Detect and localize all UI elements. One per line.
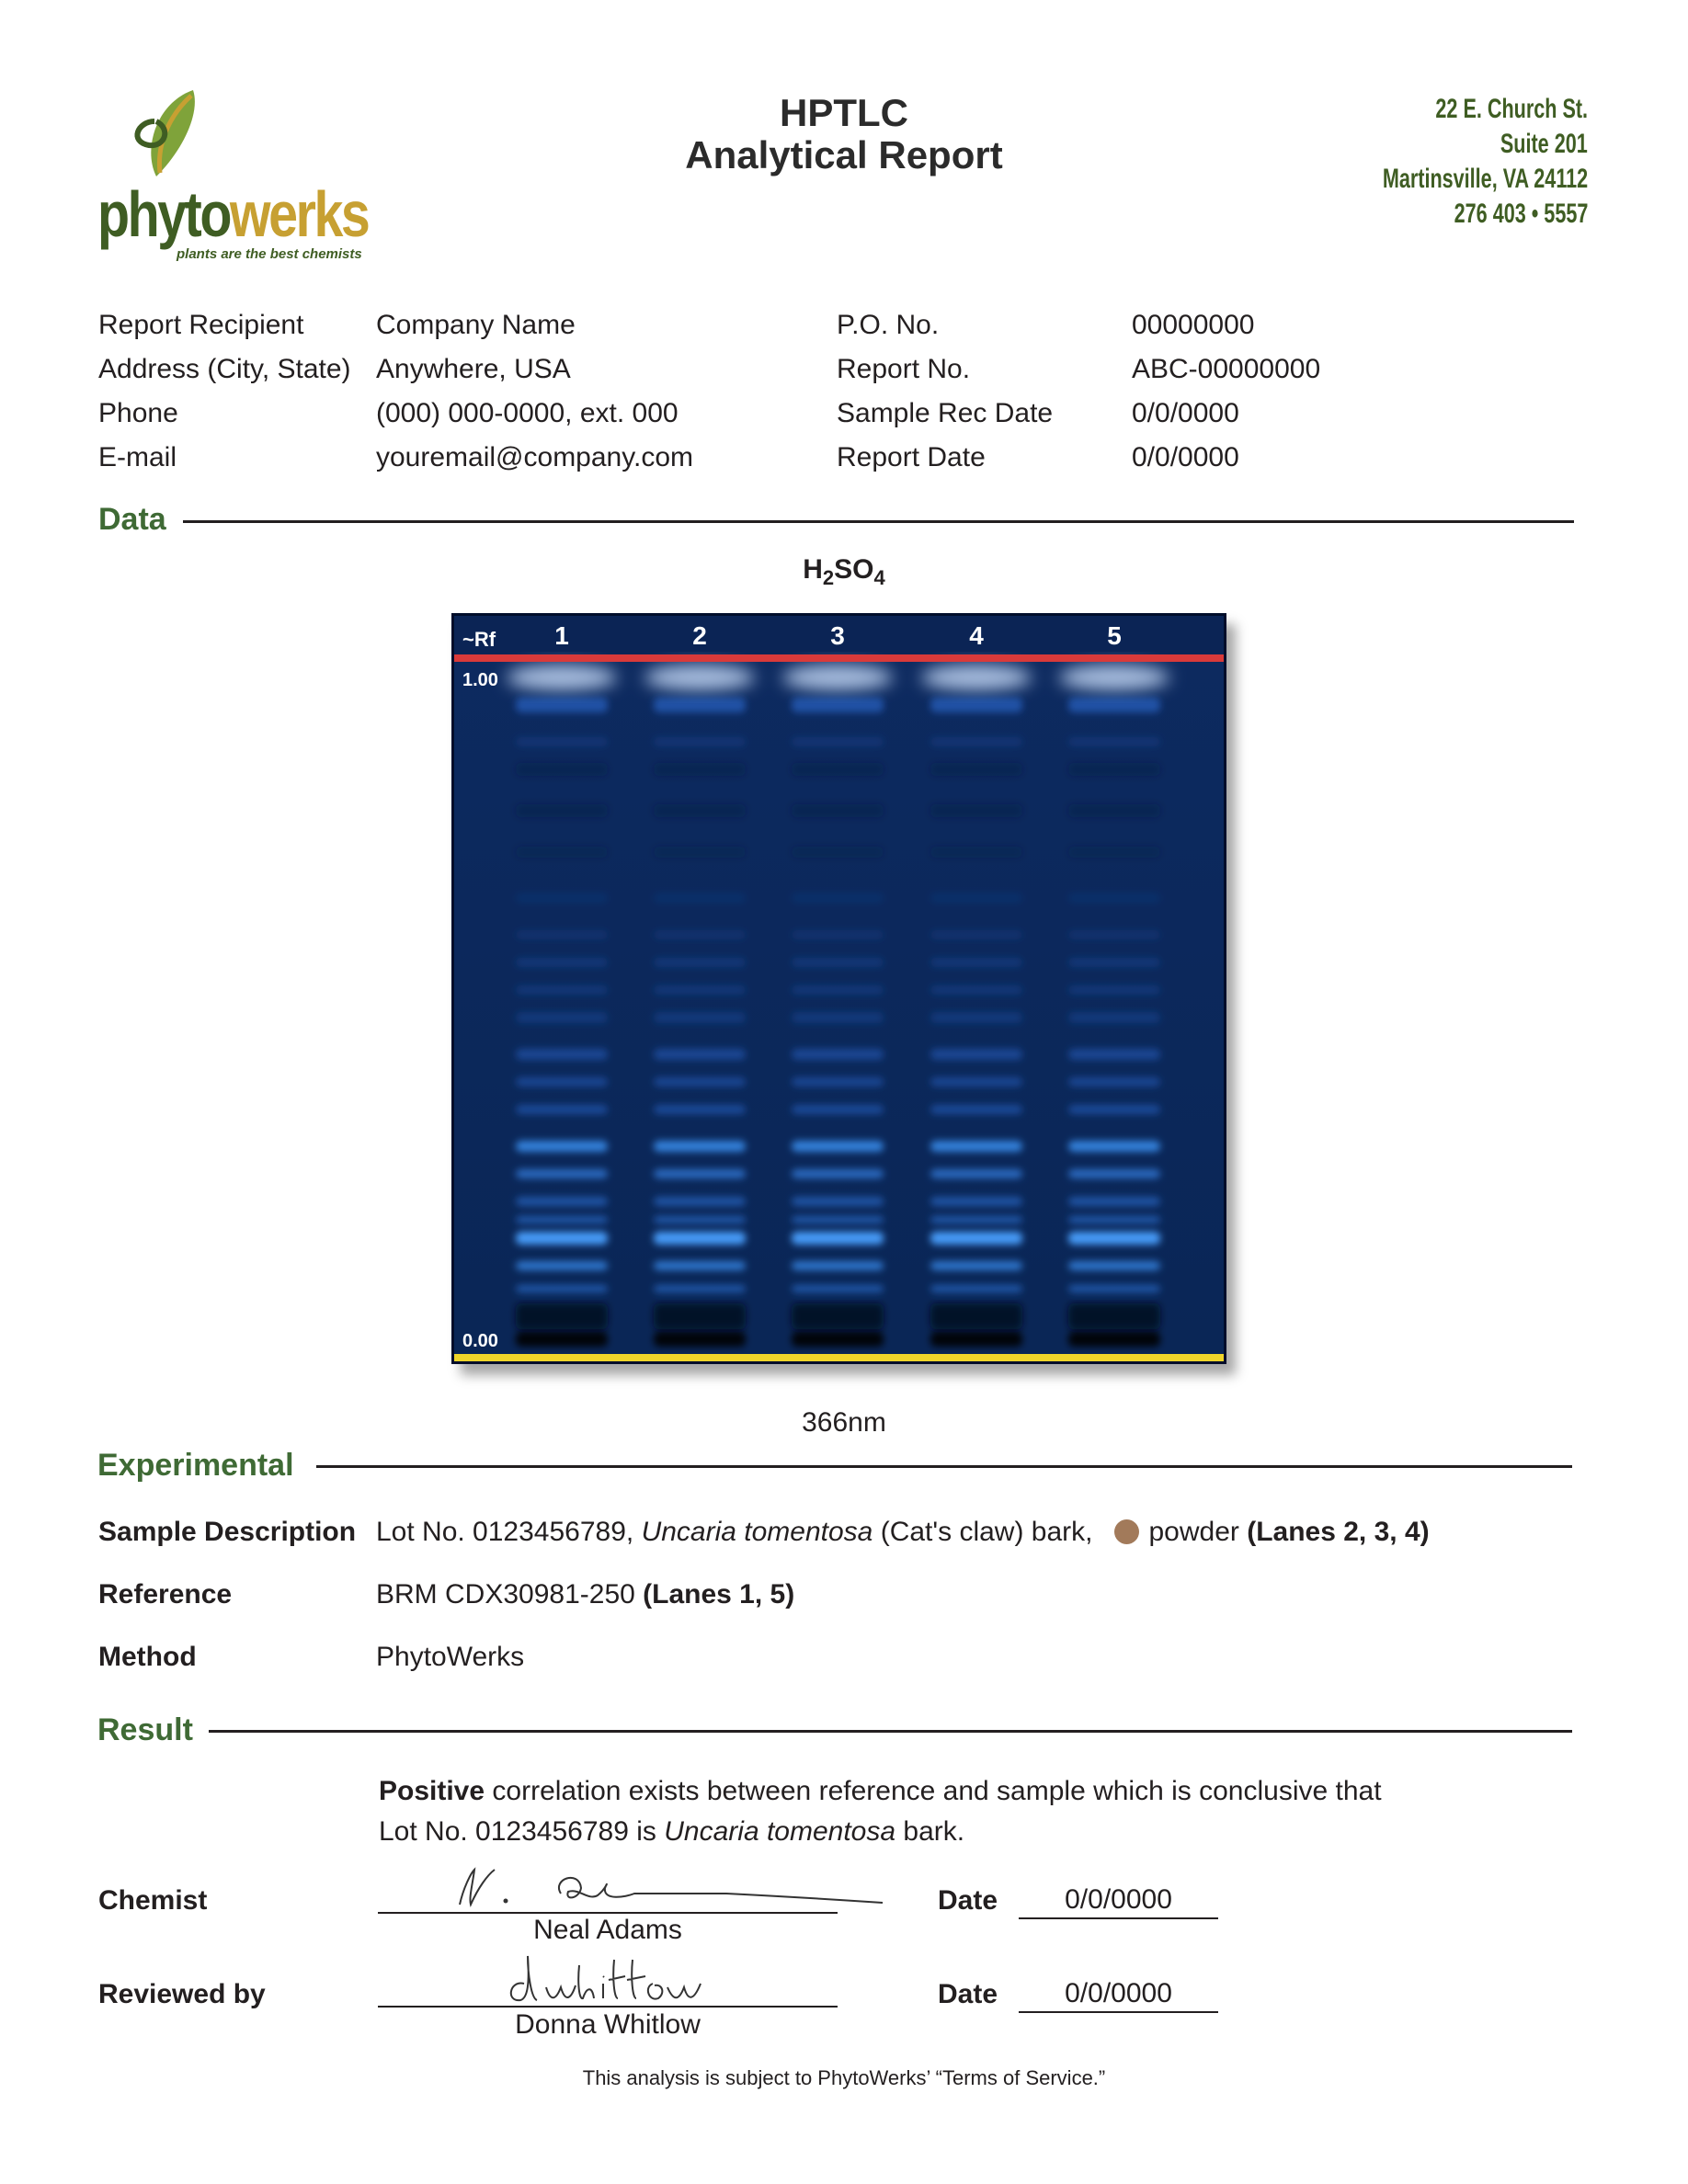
lane-band: [1068, 1141, 1160, 1152]
reference-value: BRM CDX30981-250 (Lanes 1, 5): [376, 1579, 795, 1610]
lane-band: [930, 1261, 1022, 1270]
lane-band: [654, 1141, 746, 1152]
lane-band: [654, 985, 746, 995]
logo-tagline: plants are the best chemists: [177, 246, 362, 262]
lane-band: [930, 1332, 1022, 1347]
lane-band: [654, 804, 746, 817]
lane-band: [516, 847, 608, 858]
section-title-result: Result: [97, 1712, 193, 1747]
lane-band: [1068, 1261, 1160, 1270]
lane-band: [1068, 1303, 1160, 1329]
info-value: 0/0/0000: [1132, 398, 1239, 428]
front-glow-spot: [507, 665, 617, 690]
lane-number: 3: [830, 621, 845, 650]
report-title: HPTLC: [780, 91, 908, 134]
lane-band: [516, 1303, 608, 1329]
lane-band: [1068, 1216, 1160, 1223]
lane-band: [1068, 1105, 1160, 1114]
chemist-date: 0/0/0000: [1019, 1883, 1218, 1919]
wavelength-caption: 366nm: [802, 1407, 886, 1438]
lane-band: [930, 1169, 1022, 1178]
lane-band: [1068, 930, 1160, 939]
lane-band: [930, 893, 1022, 903]
info-label: Report Date: [837, 442, 986, 472]
section-divider: [209, 1730, 1572, 1733]
lane-band: [792, 1232, 884, 1245]
lane-band: [654, 1105, 746, 1114]
lane-band: [516, 1049, 608, 1060]
lane-band: [792, 1285, 884, 1292]
info-value: ABC-00000000: [1132, 354, 1321, 384]
lane-band: [654, 1049, 746, 1060]
lane-band: [516, 930, 608, 939]
lane-band: [930, 1105, 1022, 1114]
logo-leaf-icon: [92, 85, 221, 186]
chemist-signature-line: [378, 1912, 838, 1914]
lane-band: [654, 763, 746, 776]
lane-band: [792, 893, 884, 903]
lane-band: [792, 804, 884, 817]
lane-band: [1068, 1285, 1160, 1292]
solvent-front-line: [454, 654, 1224, 662]
reviewer-label: Reviewed by: [98, 1979, 266, 2009]
info-label: E-mail: [98, 442, 177, 472]
rf-bottom-label: 0.00: [462, 1331, 498, 1351]
lane-band: [792, 698, 884, 712]
info-value: Company Name: [376, 310, 576, 340]
lane-band: [516, 1012, 608, 1023]
front-glow-spot: [1059, 665, 1169, 690]
section-title-data: Data: [98, 502, 166, 537]
lane-band: [654, 930, 746, 939]
lane-number: 4: [969, 621, 984, 650]
reviewer-name: Donna Whitlow: [515, 2009, 701, 2040]
info-label: Report Recipient: [98, 310, 304, 340]
address-suite: Suite 201: [1500, 129, 1588, 159]
info-value: Anywhere, USA: [376, 354, 571, 384]
lane-band: [792, 1049, 884, 1060]
lane-band: [930, 1049, 1022, 1060]
color-swatch-icon: [1114, 1519, 1139, 1544]
lane-band: [930, 958, 1022, 967]
lane-band: [654, 698, 746, 712]
lane-band: [1068, 958, 1160, 967]
lane-band: [930, 985, 1022, 995]
lane-band: [792, 1105, 884, 1114]
lane-band: [1068, 1332, 1160, 1347]
address-phone: 276 403 • 5557: [1454, 199, 1588, 229]
lane-band: [792, 1303, 884, 1329]
chemist-name: Neal Adams: [533, 1915, 682, 1945]
lane-band: [654, 1169, 746, 1178]
reviewer-signature: [496, 1947, 736, 2009]
lane-band: [930, 1285, 1022, 1292]
lane-band: [1068, 1169, 1160, 1178]
lane-band: [654, 958, 746, 967]
lane-band: [792, 847, 884, 858]
lane-band: [1068, 804, 1160, 817]
lane-band: [792, 1332, 884, 1347]
method-value: PhytoWerks: [376, 1642, 525, 1672]
lane-band: [1068, 893, 1160, 903]
lane-band: [516, 1332, 608, 1347]
lane-band: [930, 930, 1022, 939]
lane-number: 5: [1107, 621, 1122, 650]
lane-band: [516, 1232, 608, 1245]
section-divider: [316, 1465, 1572, 1468]
info-value: 0/0/0000: [1132, 442, 1239, 472]
lane-band: [516, 698, 608, 712]
lane-band: [516, 804, 608, 817]
address-street: 22 E. Church St.: [1435, 94, 1588, 124]
info-label: Sample Rec Date: [837, 398, 1054, 428]
lane-band: [516, 1197, 608, 1206]
lane-band: [930, 804, 1022, 817]
lane-band: [792, 1077, 884, 1086]
lane-band: [930, 1077, 1022, 1086]
lane-band: [516, 763, 608, 776]
lane-band: [516, 1285, 608, 1292]
lane-band: [930, 1216, 1022, 1223]
reviewer-date: 0/0/0000: [1019, 1976, 1218, 2013]
chemist-label: Chemist: [98, 1885, 208, 1916]
chemist-date-label: Date: [938, 1885, 998, 1916]
lane-band: [654, 1303, 746, 1329]
lane-band: [930, 1303, 1022, 1329]
lane-band: [654, 1012, 746, 1023]
lane-band: [792, 1141, 884, 1152]
lane-band: [1068, 1012, 1160, 1023]
lane-band: [792, 737, 884, 746]
front-glow-spot: [644, 665, 755, 690]
method-label: Method: [98, 1642, 197, 1672]
reviewer-signature-line: [378, 2006, 838, 2008]
lane-band: [516, 1216, 608, 1223]
lane-band: [930, 698, 1022, 712]
lane-band: [516, 1261, 608, 1270]
lane-band: [516, 1169, 608, 1178]
hptlc-plate-image: [451, 613, 1226, 1364]
lane-band: [1068, 763, 1160, 776]
info-value: 00000000: [1132, 310, 1255, 340]
reagent-label: $H_2SO_4$: [803, 554, 885, 589]
rf-top-label: 1.00: [462, 670, 498, 690]
sample-description-value: Lot No. 0123456789, Uncaria tomentosa (Cat's claw) bark, powder (Lanes 2, 3, 4): [376, 1517, 1430, 1547]
lane-band: [930, 763, 1022, 776]
reference-label: Reference: [98, 1579, 233, 1610]
lane-band: [792, 930, 884, 939]
lane-band: [792, 958, 884, 967]
info-value: (000) 000-0000, ext. 000: [376, 398, 679, 428]
lane-band: [792, 1197, 884, 1206]
rf-label: ~Rf: [462, 628, 496, 651]
lane-band: [1068, 1197, 1160, 1206]
lane-band: [516, 893, 608, 903]
lane-band: [930, 1012, 1022, 1023]
lane-band: [516, 1105, 608, 1114]
lane-band: [654, 1332, 746, 1347]
lane-band: [1068, 1049, 1160, 1060]
lane-band: [654, 737, 746, 746]
lane-band: [930, 1197, 1022, 1206]
lane-band: [1068, 1232, 1160, 1245]
info-label: Phone: [98, 398, 178, 428]
lane-band: [654, 1261, 746, 1270]
lane-band: [930, 847, 1022, 858]
report-subtitle: Analytical Report: [685, 133, 1003, 176]
reviewer-date-label: Date: [938, 1979, 998, 2009]
lane-band: [516, 985, 608, 995]
company-logo: phytowerks: [97, 178, 369, 250]
address-city: Martinsville, VA 24112: [1382, 164, 1588, 194]
lane-band: [516, 1141, 608, 1152]
lane-band: [1068, 847, 1160, 858]
lane-band: [516, 958, 608, 967]
lane-band: [792, 1216, 884, 1223]
lane-number: 2: [692, 621, 707, 650]
info-label: P.O. No.: [837, 310, 940, 340]
lane-band: [654, 1077, 746, 1086]
lane-band: [516, 737, 608, 746]
lane-number: 1: [554, 621, 569, 650]
info-value: youremail@company.com: [376, 442, 694, 472]
front-glow-spot: [921, 665, 1032, 690]
lane-band: [654, 1197, 746, 1206]
lane-band: [1068, 1077, 1160, 1086]
plate-bottom-line: [454, 1354, 1224, 1361]
lane-band: [1068, 737, 1160, 746]
lane-band: [654, 1232, 746, 1245]
lane-band: [930, 737, 1022, 746]
lane-band: [654, 1216, 746, 1223]
info-label: Report No.: [837, 354, 971, 384]
front-glow-spot: [782, 665, 893, 690]
section-divider: [183, 520, 1574, 523]
lane-band: [1068, 698, 1160, 712]
lane-band: [1068, 985, 1160, 995]
lane-band: [516, 1077, 608, 1086]
terms-footer: This analysis is subject to PhytoWerks’ “Terms of Service.”: [582, 2066, 1106, 2089]
result-statement: Positive correlation exists between reference and sample which is conclusive that Lot No. 0123456789 is Uncaria tomentosa bark.: [379, 1776, 1382, 1847]
hptlc-plate: [451, 613, 1226, 1364]
lane-band: [792, 1261, 884, 1270]
lane-band: [792, 1012, 884, 1023]
lane-band: [792, 985, 884, 995]
lane-band: [792, 1169, 884, 1178]
chemist-signature: [451, 1860, 892, 1916]
lane-band: [654, 847, 746, 858]
lane-band: [654, 1285, 746, 1292]
lane-band: [930, 1232, 1022, 1245]
lane-band: [792, 763, 884, 776]
section-title-experimental: Experimental: [97, 1448, 294, 1483]
lane-band: [654, 893, 746, 903]
info-label: Address (City, State): [98, 354, 351, 384]
sample-description-label: Sample Description: [98, 1517, 357, 1547]
lane-band: [930, 1141, 1022, 1152]
